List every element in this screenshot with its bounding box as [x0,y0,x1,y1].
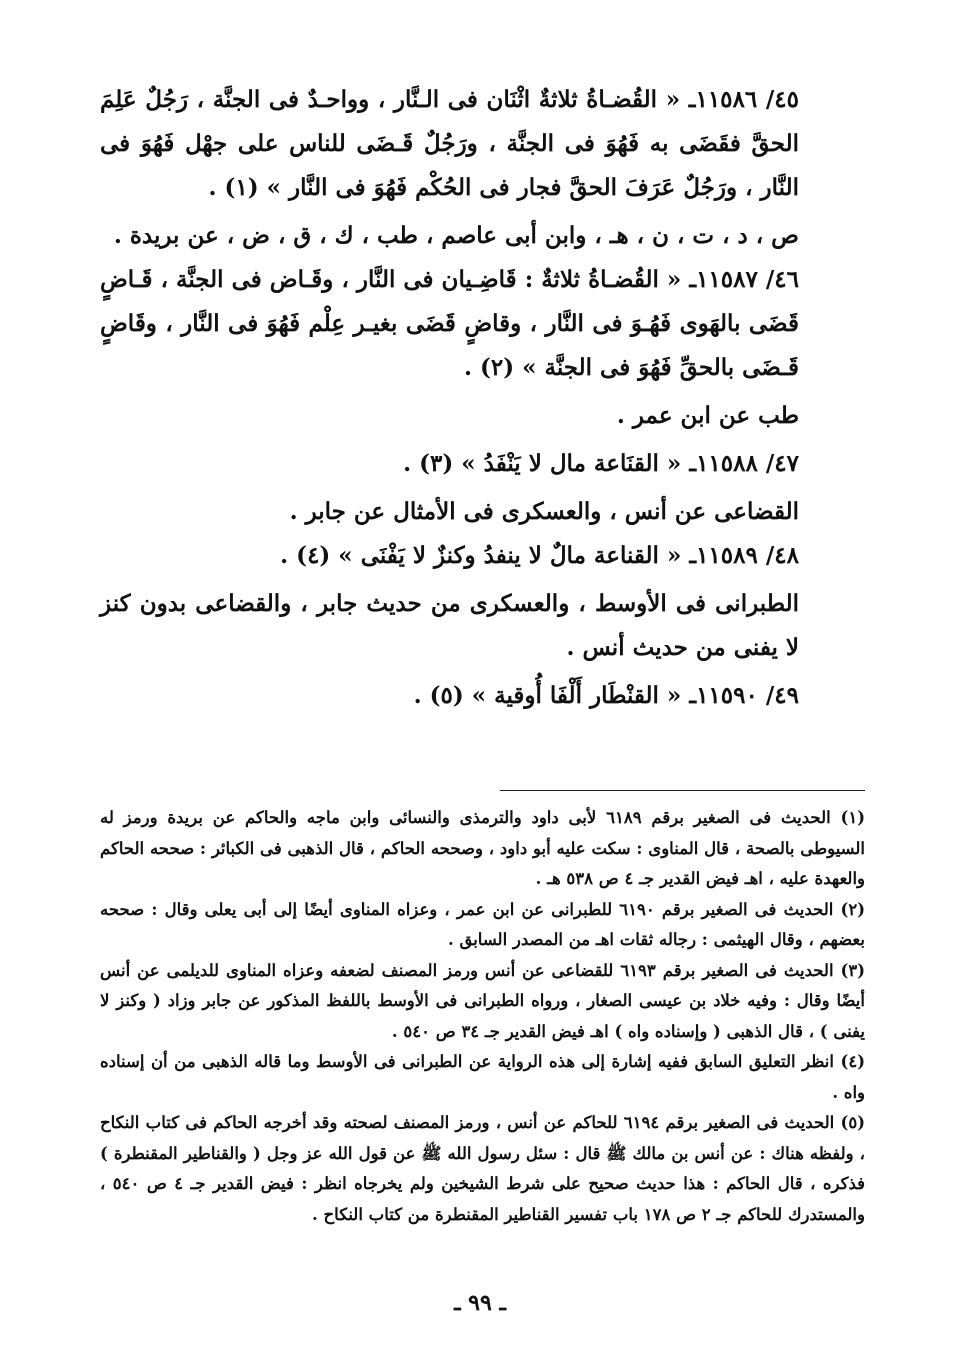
hadith-source: طب عن ابن عمر . [616,402,799,429]
page-number: ـ ٩٩ ـ [454,1290,506,1316]
hadith-number: ٤٧/ ١١٥٨٨ـ [689,450,799,477]
hadith-number: ٤٨/ ١١٥٨٩ـ [689,542,799,569]
hadith-entry [100,442,865,486]
hadith-text: « القُضـاةُ ثلاثةٌ : قَاضِـيان فى النَّار ، وقَـاض فى الجنَّة ، قَـاضٍ قَضَى بالهَوى فَهُـوَ فى النَّار ، وقاضٍ قَضَى بغيـر عِلْم فَهُوَ فى النَّار ، وقَاضٍ قَـضَى بالحقِّ فَهُوَ فى الجنَّة » (٢) . [100,266,799,381]
hadith-entry [100,258,865,390]
hadith-entry [100,534,865,578]
hadith-entry [100,78,865,210]
hadith-number: ٤٦/ ١١٥٨٧ـ [689,266,799,293]
footnote-divider [500,790,865,791]
footnote: (٢) الحديث فى الصغير برقم ٦١٩٠ للطبرانى عن ابن عمر ، وعزاه المناوى أيضًا إلى أبى يعلى وقال : صححه بعضهم ، وقال الهيثمى : رجاله ثقات اهـ من المصدر السابق . [100,899,865,949]
footnote: (٣) الحديث فى الصغير برقم ٦١٩٣ للقضاعى عن أنس ورمز المصنف لضعفه وعزاه المناوى للديلمى عن أنس أيضًا وقال : وفيه خلاد بن عيسى الصغار ، ورواه الطبرانى فى الأوسط باللفظ المذكور عن جابر وزاد ( وكنز لا يفنى ) ، قال الذهبى ( وإسناده واه ) اهـ فيض القدير جـ ٣٤ ص ٥٤٠ . [100,960,865,1041]
footnote: (٥) الحديث فى الصغير برقم ٦١٩٤ للحاكم عن أنس ، ورمز المصنف لصحته وقد أخرجه الحاكم فى كتاب النكاح ، ولفظه هناك : عن أنس بن مالك ﷺ قال : سئل رسول الله ﷺ عن قول الله عز وجل ( والقناطير المقنطرة ) فذكره ، قال الحاكم : هذا حديث صحيح على شرط الشيخين ولم يخرجاه انظر : فيض القدير جـ ٤ ص ٥٤٠ ، والمستدرك للحاكم جـ ٢ ص ١٧٨ باب تفسير القناطير المقنطرة من كتاب النكاح . [100,1113,866,1224]
hadith-number: ٤٩/ ١١٥٩٠ـ [689,682,799,709]
hadith-source: ص ، د ، ت ، ن ، هـ ، وابن أبى عاصم ، طب ، ك ، ق ، ض ، عن بريدة . [113,222,799,249]
hadith-text: « القنَاعة مال لا يَنْفَدُ » (٣) . [403,450,682,477]
hadith-text: « القنْطَار أَلْفَا أُوقية » (٥) . [413,682,682,709]
hadith-number: ٤٥/ ١١٥٨٦ـ [688,86,799,113]
hadith-source: القضاعى عن أنس ، والعسكرى فى الأمثال عن جابر . [289,498,799,525]
hadith-entry [100,674,865,718]
hadith-source: الطبرانى فى الأوسط ، والعسكرى من حديث جابر ، والقضاعى بدون كنز لا يفنى من حديث أنس . [100,590,799,661]
hadith-text: « القُضـاةُ ثلاثةٌ اثْنَان فى الـنَّار ، وواحـدٌ فى الجنَّة ، رَجُلٌ عَلِمَ الحقَّ فقَضَى به فَهُوَ فى الجنَّة ، ورَجُلٌ قَـضَى للناس على جهْل فَهُوَ فى النَّار ، ورَجُلٌ عَرَفَ الحقَّ فجار فى الحُكْم فَهُوَ فى النَّار » (١) . [100,86,799,201]
footnotes [100,803,865,1230]
footnote: (١) الحديث فى الصغير برقم ٦١٨٩ لأبى داود والترمذى والنسائى وابن ماجه والحاكم عن بريدة ورمز له السيوطى بالصحة ، قال المناوى : سكت عليه أبو داود ، وصححه الحاكم ، قال الذهبى فى الكبائر : صححه الحاكم والعهدة عليه ، اهـ فيض القدير جـ ٤ ص ٥٣٨ هـ . [100,808,865,888]
main-text [100,78,865,718]
hadith-text: « القناعة مالٌ لا ينفدُ وكنزٌ لا يَفْنَى » (٤) . [280,542,682,569]
footnote: (٤) انظر التعليق السابق ففيه إشارة إلى هذه الرواية عن الطبرانى فى الأوسط وما قاله الذهبى من أن إسناده واه . [100,1052,865,1102]
